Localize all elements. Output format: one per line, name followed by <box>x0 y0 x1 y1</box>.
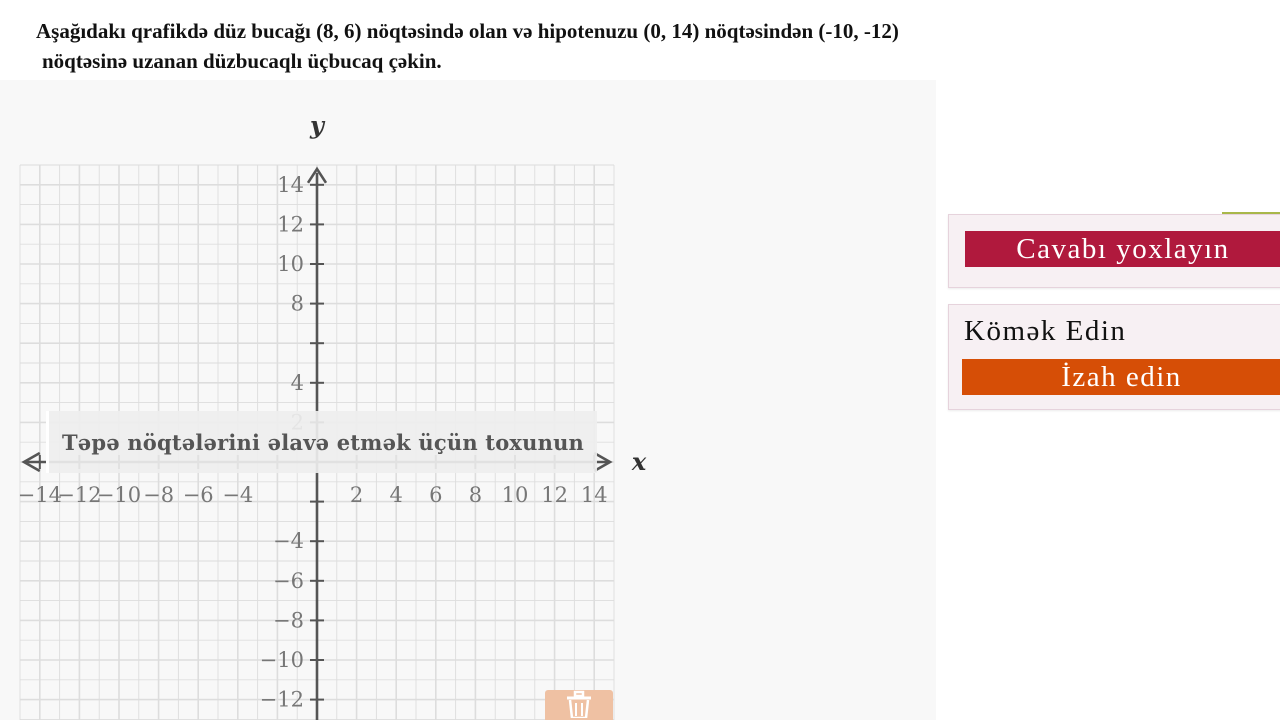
x-tick-label: −12 <box>57 483 102 507</box>
help-title: Kömək Edin <box>964 315 1127 347</box>
graph-panel[interactable] <box>0 80 936 720</box>
y-tick-label: −12 <box>259 687 304 712</box>
help-card <box>948 304 1280 410</box>
x-tick-label: 14 <box>580 483 608 507</box>
y-tick-label: 14 <box>277 172 304 197</box>
x-tick-label: 10 <box>501 483 529 507</box>
question-line-1: Aşağıdakı qrafikdə düz bucağı (8, 6) nöqtəsində olan və hipotenuzu (0, 14) nöqtəsindən (-10, -12) <box>36 19 899 43</box>
trash-button[interactable] <box>545 690 613 720</box>
x-tick-label: −14 <box>17 483 62 507</box>
x-tick-label: 8 <box>468 483 483 507</box>
x-tick-label: −6 <box>182 483 214 507</box>
x-tick-label: 2 <box>349 483 364 507</box>
check-answer-button[interactable]: Cavabı yoxlayın <box>965 231 1280 267</box>
x-tick-label: 12 <box>541 483 568 507</box>
x-axis-title: x <box>631 447 647 476</box>
y-axis-title: y <box>310 110 324 140</box>
x-tick-label: −4 <box>222 483 254 507</box>
question-text <box>36 16 1116 76</box>
y-tick-label: −8 <box>273 608 304 633</box>
y-tick-label: −4 <box>273 529 304 554</box>
y-tick-label: −6 <box>273 568 304 593</box>
x-tick-label: 4 <box>389 483 403 507</box>
x-tick-label: 6 <box>429 483 443 507</box>
y-tick-label: 4 <box>290 370 304 395</box>
y-tick-label: −10 <box>259 648 304 672</box>
check-answer-card <box>948 214 1280 288</box>
x-tick-label: −10 <box>96 483 142 507</box>
question-line-2: nöqtəsinə uzanan düzbucaqlı üçbucaq çəkin. <box>42 49 442 73</box>
x-tick-labels <box>18 483 608 507</box>
add-vertex-hint <box>46 411 597 473</box>
y-tick-label: 12 <box>277 212 304 237</box>
trash-icon <box>561 690 597 718</box>
coordinate-plane[interactable] <box>0 80 936 720</box>
hint-text: Təpə nöqtələrini əlavə etmək üçün toxunun <box>61 429 585 455</box>
y-tick-label: 8 <box>290 291 304 316</box>
y-tick-label: 10 <box>277 252 304 276</box>
x-tick-label: −8 <box>143 483 175 507</box>
explain-button[interactable]: İzah edin <box>962 359 1280 395</box>
